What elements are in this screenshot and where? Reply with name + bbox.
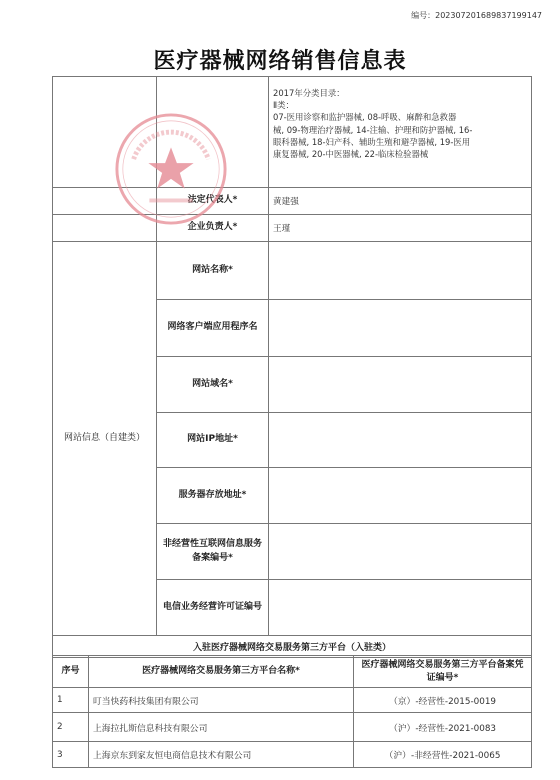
icp-filing-number-value	[269, 524, 532, 580]
website-name-value	[269, 242, 532, 300]
icp-filing-number-label: 非经营性互联网信息服务备案编号*	[157, 524, 269, 580]
website-domain-label: 网站域名*	[157, 357, 269, 413]
website-section-label: 网站信息（自建类）	[53, 242, 157, 636]
category-line: Ⅱ类：	[273, 100, 294, 111]
blank-cell	[53, 188, 157, 215]
client-app-name-label: 网络客户端应用程序名	[157, 300, 269, 357]
legal-rep-label: 法定代表人*	[157, 188, 269, 215]
platform-section-title: 入驻医疗器械网络交易服务第三方平台（入驻类）	[53, 636, 532, 658]
responsible-person-label: 企业负责人*	[157, 215, 269, 242]
row-seq: 3	[53, 742, 89, 768]
table-row	[53, 713, 532, 742]
row-platform-name: 叮当快药科技集团有限公司	[89, 688, 354, 713]
platform-table	[52, 655, 532, 768]
legal-rep-value: 黄建强	[269, 188, 532, 215]
col-header-filing-code: 医疗器械网络交易服务第三方平台备案凭证编号*	[354, 656, 532, 688]
blank-cell	[53, 77, 157, 188]
row-seq: 1	[53, 688, 89, 713]
page-title: 医疗器械网络销售信息表	[153, 49, 407, 74]
website-name-label: 网站名称*	[157, 242, 269, 300]
category-line: 康复器械, 20-中医器械, 22-临床检验器械	[273, 148, 429, 159]
row-filing-code: （沪）-非经营性-2021-0065	[354, 742, 532, 768]
responsible-person-value: 王瑾	[269, 215, 532, 242]
category-line: 2017年分类目录：	[273, 88, 345, 98]
row-platform-name: 上海拉扎斯信息科技有限公司	[89, 713, 354, 742]
website-ip-value	[269, 413, 532, 468]
row-seq: 2	[53, 713, 89, 742]
device-category-cell	[269, 77, 532, 188]
telecom-license-value	[269, 580, 532, 636]
blank-cell	[53, 215, 157, 242]
document-serial-number: 编号：20230720168983719914​7	[411, 11, 542, 20]
client-app-name-value	[269, 300, 532, 357]
telecom-license-label: 电信业务经营许可证编号	[157, 580, 269, 636]
row-platform-name: 上海京东到家友恒电商信息技术有限公司	[89, 742, 354, 768]
server-address-label: 服务器存放地址*	[157, 468, 269, 524]
category-line: 械, 09-物理治疗器械, 14-注输、护理和防护器械, 16-	[273, 124, 473, 135]
table-row	[53, 688, 532, 713]
col-header-seq: 序号	[53, 656, 89, 688]
website-domain-value	[269, 357, 532, 413]
category-line: 07-医用诊察和监护器械, 08-呼吸、麻醉和急救器	[273, 112, 457, 123]
row-filing-code: （京）-经营性-2015-0019	[354, 688, 532, 713]
server-address-value	[269, 468, 532, 524]
col-header-platform-name: 医疗器械网络交易服务第三方平台名称*	[89, 656, 354, 688]
website-ip-label: 网站IP地址*	[157, 413, 269, 468]
row-filing-code: （沪）-经营性-2021-0083	[354, 713, 532, 742]
info-table	[52, 76, 532, 658]
blank-cell	[157, 77, 269, 188]
table-row	[53, 742, 532, 768]
category-line: 眼科器械, 18-妇产科、辅助生殖和避孕器械, 19-医用	[273, 136, 471, 147]
